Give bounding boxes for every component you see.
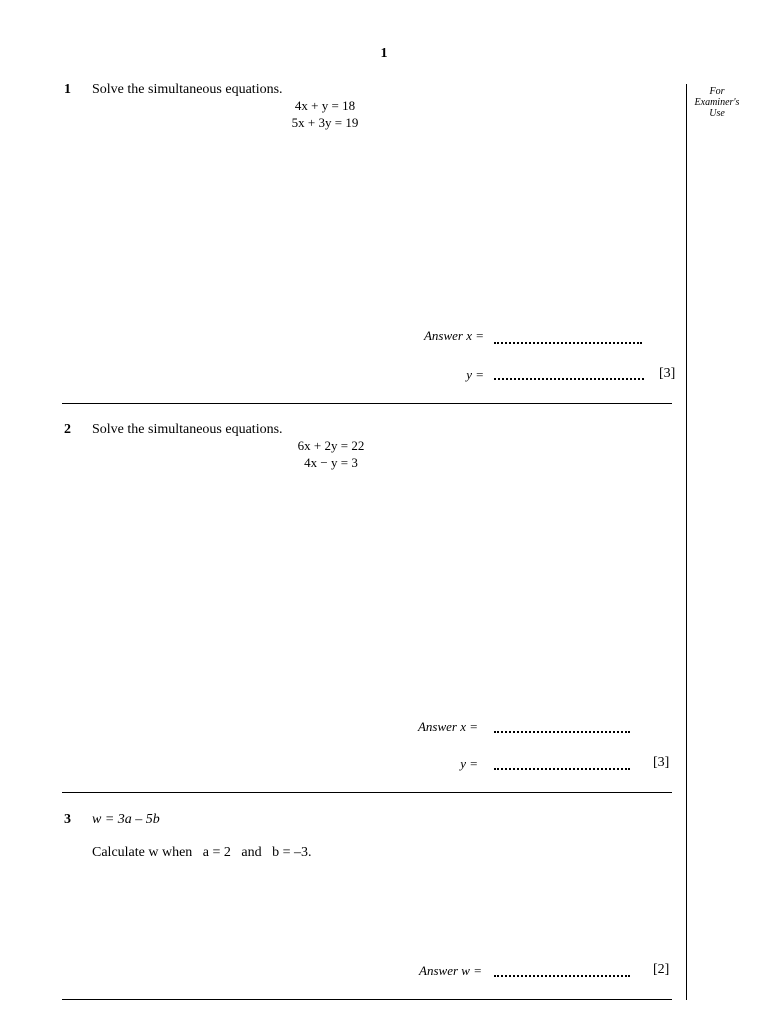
- question-2-answer-y-label: y =: [460, 756, 478, 771]
- question-1-answer-x-label: Answer x =: [423, 328, 484, 343]
- question-1-equations: [280, 97, 370, 131]
- question-3-formula: w = 3a – 5b: [92, 812, 160, 827]
- question-3-prompt: Calculate w when a = 2 and b = –3.: [92, 845, 312, 860]
- question-divider: [62, 403, 672, 404]
- equation: 6x + 2y = 22: [297, 438, 365, 453]
- question-3-answer-w-field[interactable]: [494, 975, 630, 977]
- examiner-margin-rule: [686, 84, 687, 1000]
- question-divider: [62, 792, 672, 793]
- question-1-marks: [3]: [659, 366, 676, 381]
- examiner-label-line: For: [709, 86, 725, 97]
- equation: 4x + y = 18: [294, 98, 356, 113]
- question-1-answer-x-field[interactable]: [494, 342, 642, 344]
- question-2-answer-y-field[interactable]: [494, 768, 630, 770]
- question-2-answer-x-field[interactable]: [494, 731, 630, 733]
- question-2-marks: [3]: [653, 755, 670, 770]
- question-1-answer-y-field[interactable]: [494, 378, 644, 380]
- question-1-answer-y-label: y =: [466, 367, 484, 382]
- question-3-marks: [2]: [653, 962, 670, 977]
- equation: 5x + 3y = 19: [291, 115, 359, 130]
- question-2-prompt: Solve the simultaneous equations.: [92, 422, 283, 437]
- question-3-number: 3: [64, 812, 71, 827]
- question-2-number: 2: [64, 422, 71, 437]
- question-divider: [62, 999, 672, 1000]
- question-1-number: 1: [64, 82, 71, 97]
- examiner-label-line: Use: [709, 108, 725, 119]
- question-3-answer-w-label: Answer w =: [419, 963, 482, 978]
- question-2-answer-x-label: Answer x =: [417, 719, 478, 734]
- equation: 4x − y = 3: [304, 455, 358, 470]
- question-2-equations: [286, 437, 376, 471]
- question-1-prompt: Solve the simultaneous equations.: [92, 82, 283, 97]
- page-number: 1: [380, 46, 388, 61]
- examiner-use-label: [690, 86, 744, 119]
- examiner-label-line: Examiner's: [694, 97, 740, 108]
